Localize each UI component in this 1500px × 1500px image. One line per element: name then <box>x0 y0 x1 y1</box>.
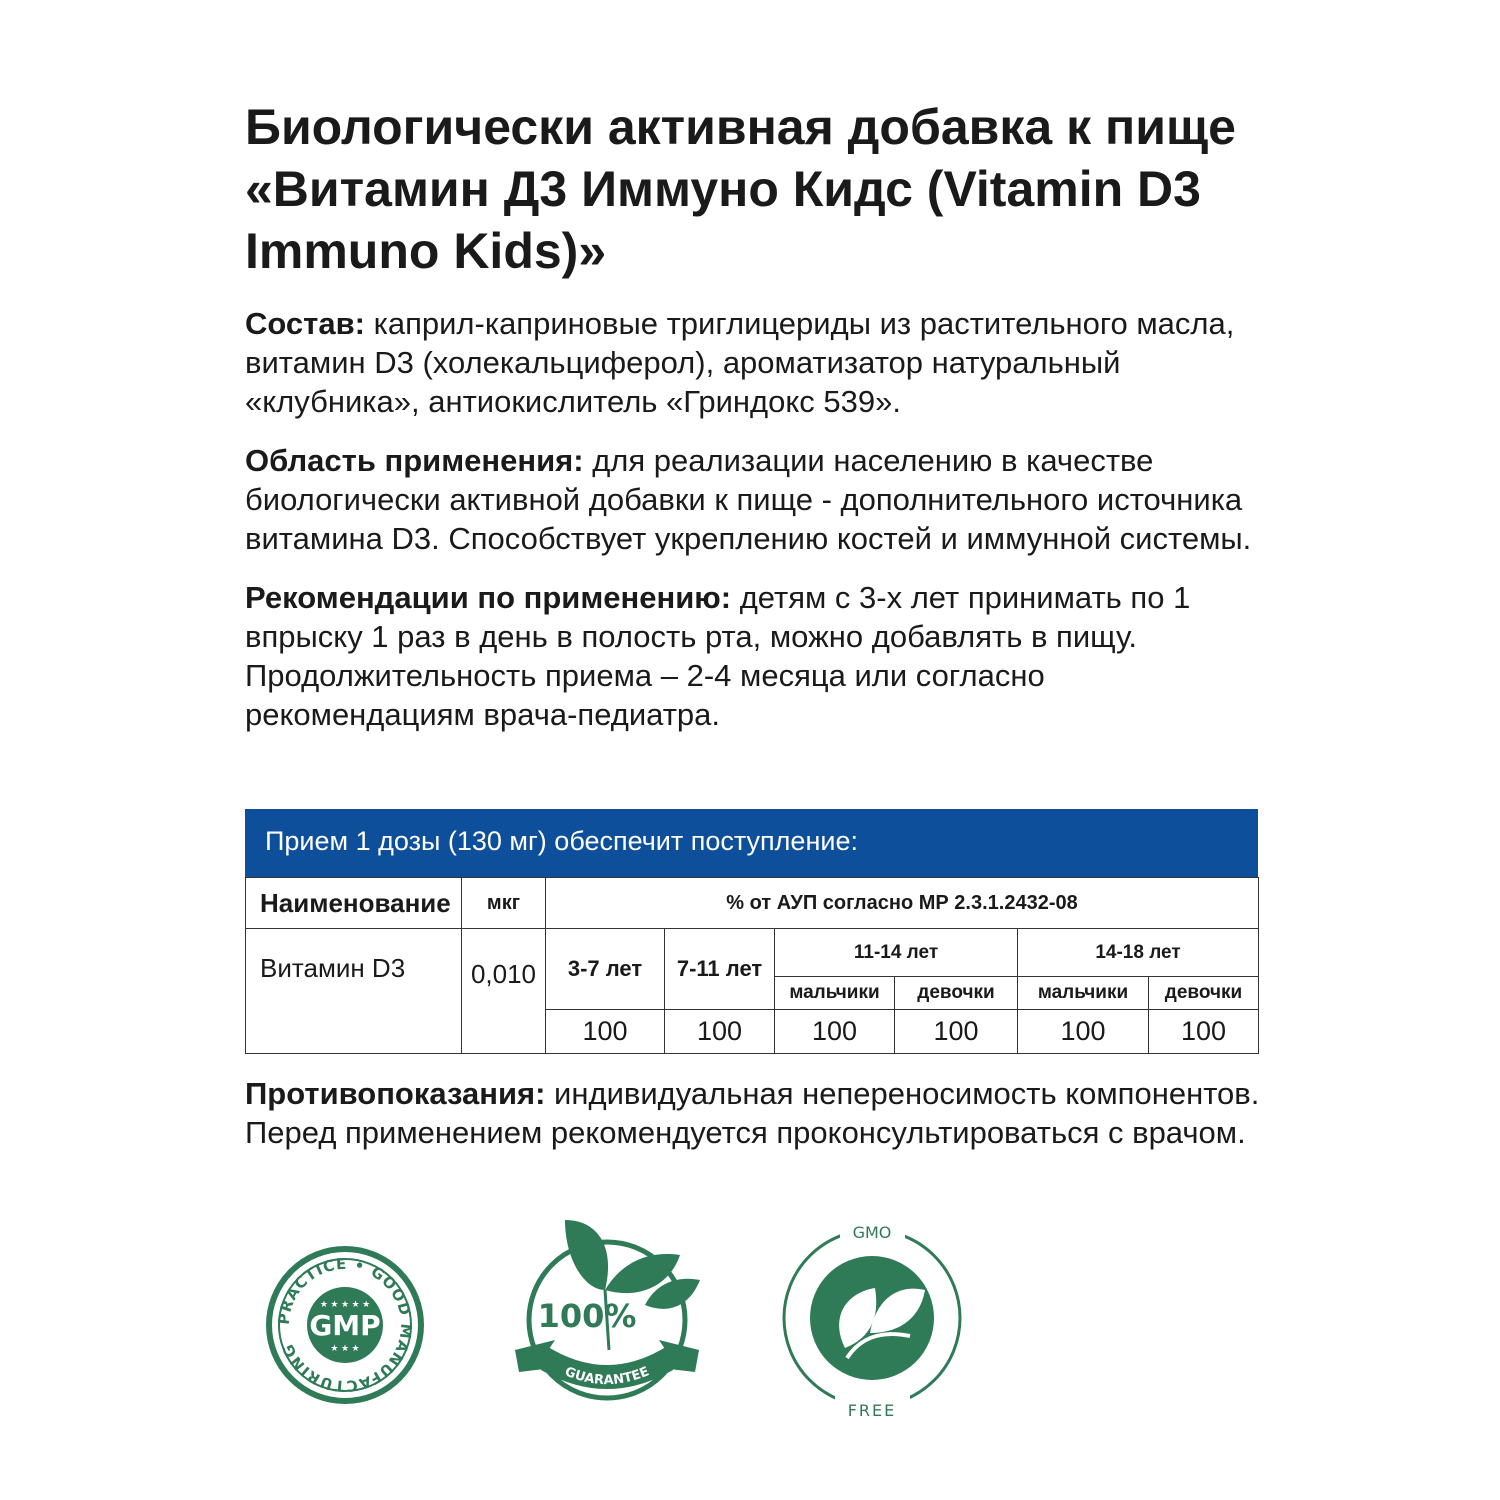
value-11-14-boys: 100 <box>775 1010 895 1054</box>
certification-badges <box>255 1210 975 1500</box>
contraindications-section <box>245 1074 1260 1152</box>
usage-area-label: Область применения: <box>245 443 584 478</box>
svg-text:★ ★ ★: ★ ★ ★ <box>330 1343 360 1353</box>
gmo-free-badge-icon <box>775 1218 970 1418</box>
age-11-14-header: 11-14 лет <box>775 929 1018 977</box>
guarantee-ribbon-text: GUARANTEE <box>562 1364 652 1389</box>
value-14-18-boys: 100 <box>1018 1010 1149 1054</box>
boys-11-14-header: мальчики <box>775 977 895 1010</box>
vitamin-amount-cell: 0,010 <box>462 929 546 1054</box>
col-percent-header: % от АУП согласно МР 2.3.1.2432-08 <box>546 878 1259 929</box>
svg-text:★ ★ ★ ★ ★: ★ ★ ★ ★ ★ <box>319 1299 371 1309</box>
product-info <box>245 96 1260 754</box>
usage-area-section <box>245 441 1260 558</box>
col-name-header: Наименование <box>246 878 462 929</box>
girls-11-14-header: девочки <box>895 977 1018 1010</box>
vitamin-name-cell: Витамин D3 <box>246 929 462 1054</box>
age-14-18-header: 14-18 лет <box>1018 929 1259 977</box>
nutrition-grid <box>245 877 1259 1054</box>
gmp-ring-text: PRACTICE • GOOD MANUFACTURING <box>274 1254 416 1396</box>
value-11-14-girls: 100 <box>895 1010 1018 1054</box>
age-7-11-header: 7-11 лет <box>665 929 775 1010</box>
contraindications-label: Противопоказания: <box>245 1076 546 1111</box>
recommendations-text: детям с 3-х лет принимать по 1 впрыску 1 раз в день в полость рта, можно добавлять в пищу. Продолжительность приема – 2-4 месяца или согласно рекомендациям врача-педиатра. <box>245 580 1191 732</box>
composition-label: Состав: <box>245 306 365 341</box>
value-3-7: 100 <box>546 1010 665 1054</box>
boys-14-18-header: мальчики <box>1018 977 1149 1010</box>
gmo-bottom-text: FREE <box>847 1401 897 1418</box>
recommendations-label: Рекомендации по применению: <box>245 580 732 615</box>
value-14-18-girls: 100 <box>1149 1010 1259 1054</box>
girls-14-18-header: девочки <box>1149 977 1259 1010</box>
col-unit-header: мкг <box>462 878 546 929</box>
age-3-7-header: 3-7 лет <box>546 929 665 1010</box>
contraindications-text: индивидуальная непереносимость компонентов. Перед применением рекомендуется проконсультироваться с врачом. <box>245 1076 1260 1150</box>
usage-area-text: для реализации населению в качестве биологически активной добавки к пище - дополнительного источника витамина D3. Способствует укреплению костей и иммунной системы. <box>245 443 1252 556</box>
table-header: Прием 1 дозы (130 мг) обеспечит поступление: <box>245 809 1258 877</box>
product-title: Биологически активная добавка к пище «Витамин Д3 Иммуно Кидс (Vitamin D3 Immuno Kids)» <box>245 99 1236 279</box>
gmo-top-text: GMO <box>852 1223 892 1242</box>
recommendations-section <box>245 578 1260 734</box>
gmp-center-text: GMP <box>309 1309 381 1342</box>
gmp-badge-icon <box>265 1245 425 1405</box>
composition-section <box>245 304 1260 421</box>
guarantee-percent-text: 100% <box>537 1297 637 1335</box>
value-7-11: 100 <box>665 1010 775 1054</box>
nutrition-table <box>245 809 1258 1054</box>
guarantee-badge-icon <box>505 1210 715 1410</box>
composition-text: каприл-каприновые триглицериды из растительного масла, витамин D3 (холекальциферол), ароматизатор натуральный «клубника», антиокислитель «Гриндокс 539». <box>245 306 1235 419</box>
